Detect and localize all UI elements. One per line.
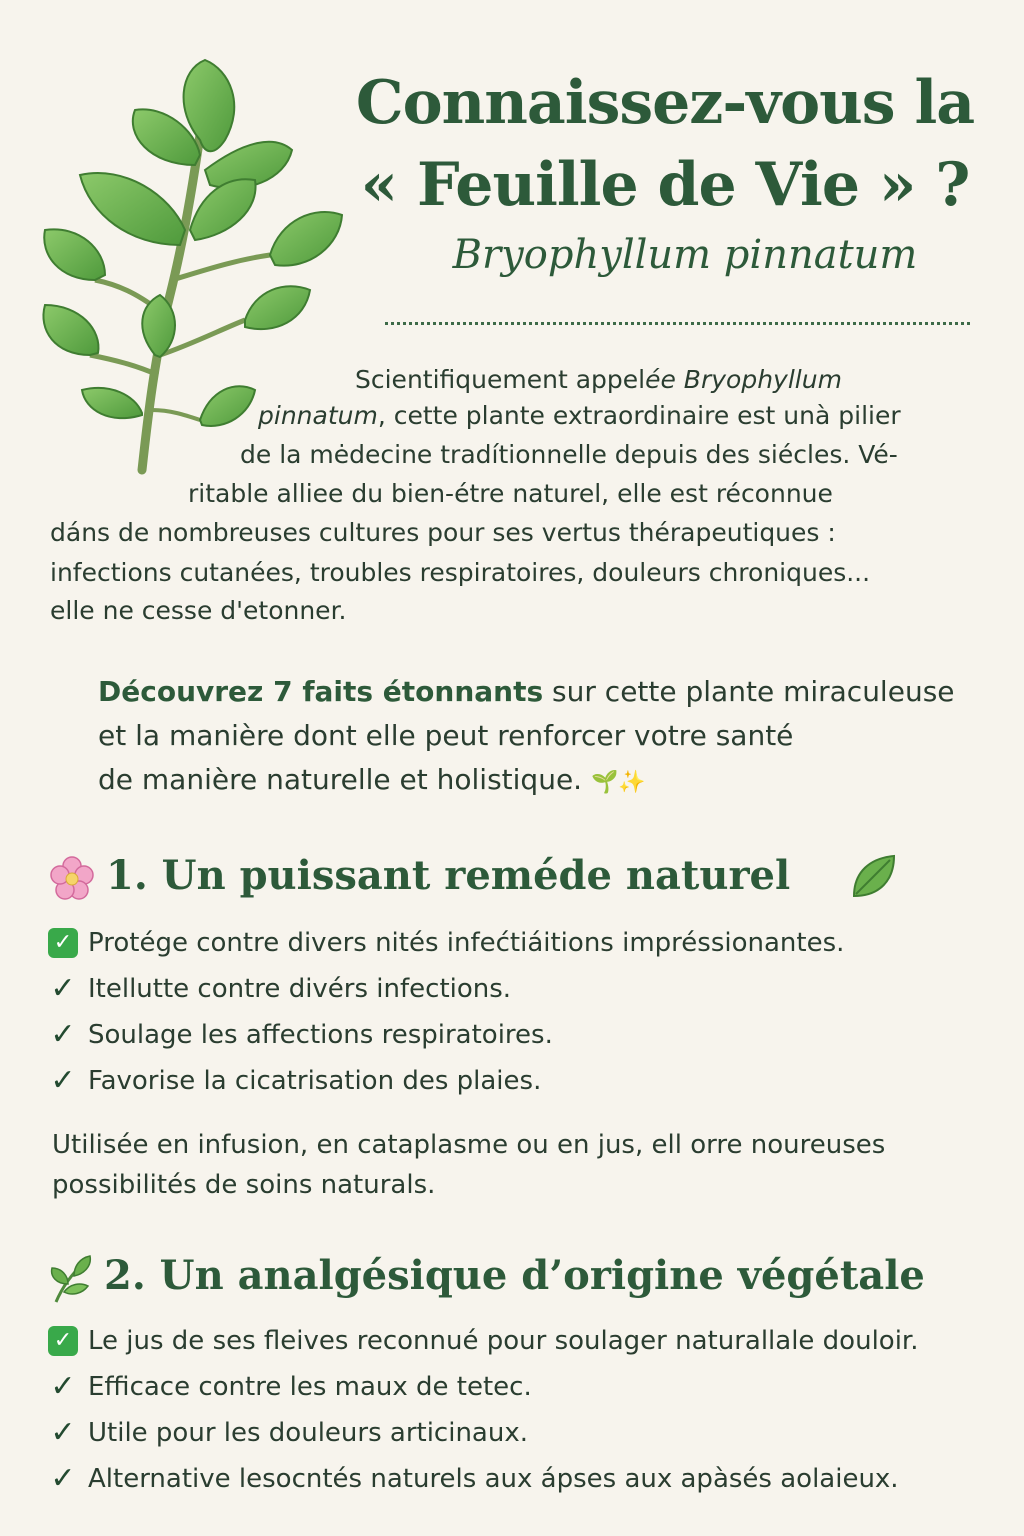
check-mark-icon: ✓ bbox=[50, 1063, 76, 1098]
list-item: ✓ Favorise la cicatrisation des plaies. bbox=[48, 1058, 1008, 1104]
check-mark-icon: ✓ bbox=[50, 1415, 76, 1450]
section-2-heading: 2. Un analgésique d’origine végétale bbox=[48, 1248, 948, 1304]
title-line-1: Connaissez-vous la bbox=[355, 68, 975, 138]
list-item: ✓ Utile pour les douleurs articinaux. bbox=[48, 1410, 1008, 1456]
intro-line: elle ne cesse d'etonner. bbox=[50, 596, 347, 625]
section-1-list bbox=[48, 920, 1008, 1104]
check-mark-icon: ✓ bbox=[50, 971, 76, 1006]
leaf-icon bbox=[848, 852, 898, 902]
check-box-icon: ✓ bbox=[48, 1326, 78, 1356]
intro-line: Scientifiquement appelée Bryophyllum bbox=[355, 365, 842, 394]
check-mark-icon: ✓ bbox=[50, 1369, 76, 1404]
sprout-sparkle-icon: 🌱✨ bbox=[591, 770, 646, 795]
intro-line: infections cutanées, troubles respiratoires, douleurs chroniques... bbox=[50, 558, 871, 587]
page-title bbox=[325, 62, 1005, 226]
section-1-paragraph: Utilisée en infusion, en cataplasme ou en jus, ell orre noureuses possibilités de soins naturals. bbox=[52, 1130, 886, 1200]
list-item: ✓ Soulage les affections respiratoires. bbox=[48, 1012, 1008, 1058]
title-line-2: « Feuille de Vie » ? bbox=[360, 150, 970, 220]
list-item: ✓ Itellutte contre divérs infections. bbox=[48, 966, 1008, 1012]
intro-line: de la mėdecine tradítionnelle depuis des siécles. Vé- bbox=[240, 440, 898, 469]
section-2-list bbox=[48, 1318, 1008, 1502]
discover-highlight: Découvrez 7 faits étonnants bbox=[98, 675, 544, 708]
intro-line: dáns de nombreuses cultures pour ses vertus thérapeutiques : bbox=[50, 518, 836, 547]
discover-paragraph: Découvrez 7 faits étonnants sur cette plante miraculeuse et la manière dont elle peut renforcer votre santé de manière naturelle et holistique. 🌱✨ bbox=[98, 675, 955, 796]
herb-icon bbox=[48, 1254, 94, 1304]
scientific-name: Bryophyllum pinnatum bbox=[452, 232, 918, 278]
bryophyllum-plant-illustration bbox=[30, 55, 350, 480]
intro-line: pinnatum, cette plante extraordinaire est unà pilier bbox=[258, 401, 901, 430]
flower-icon bbox=[48, 855, 96, 903]
section-1-heading: 1. Un puissant reméde naturel bbox=[48, 848, 948, 904]
check-mark-icon: ✓ bbox=[50, 1461, 76, 1496]
list-item: ✓ Alternative lesocntés naturels aux ápses aux apàsés aolaieux. bbox=[48, 1456, 1008, 1502]
list-item: ✓ Le jus de ses fleives reconnué pour soulager naturallale douloir. bbox=[48, 1318, 1008, 1364]
intro-line: ritable alliee du bien-étre naturel, elle est réconnue bbox=[188, 479, 833, 508]
check-mark-icon: ✓ bbox=[50, 1017, 76, 1052]
list-item: ✓ Efficace contre les maux de tetec. bbox=[48, 1364, 1008, 1410]
list-item: ✓ Protége contre divers nités infećtiáitions impréssionantes. bbox=[48, 920, 1008, 966]
dotted-divider bbox=[385, 322, 970, 325]
check-box-icon: ✓ bbox=[48, 928, 78, 958]
